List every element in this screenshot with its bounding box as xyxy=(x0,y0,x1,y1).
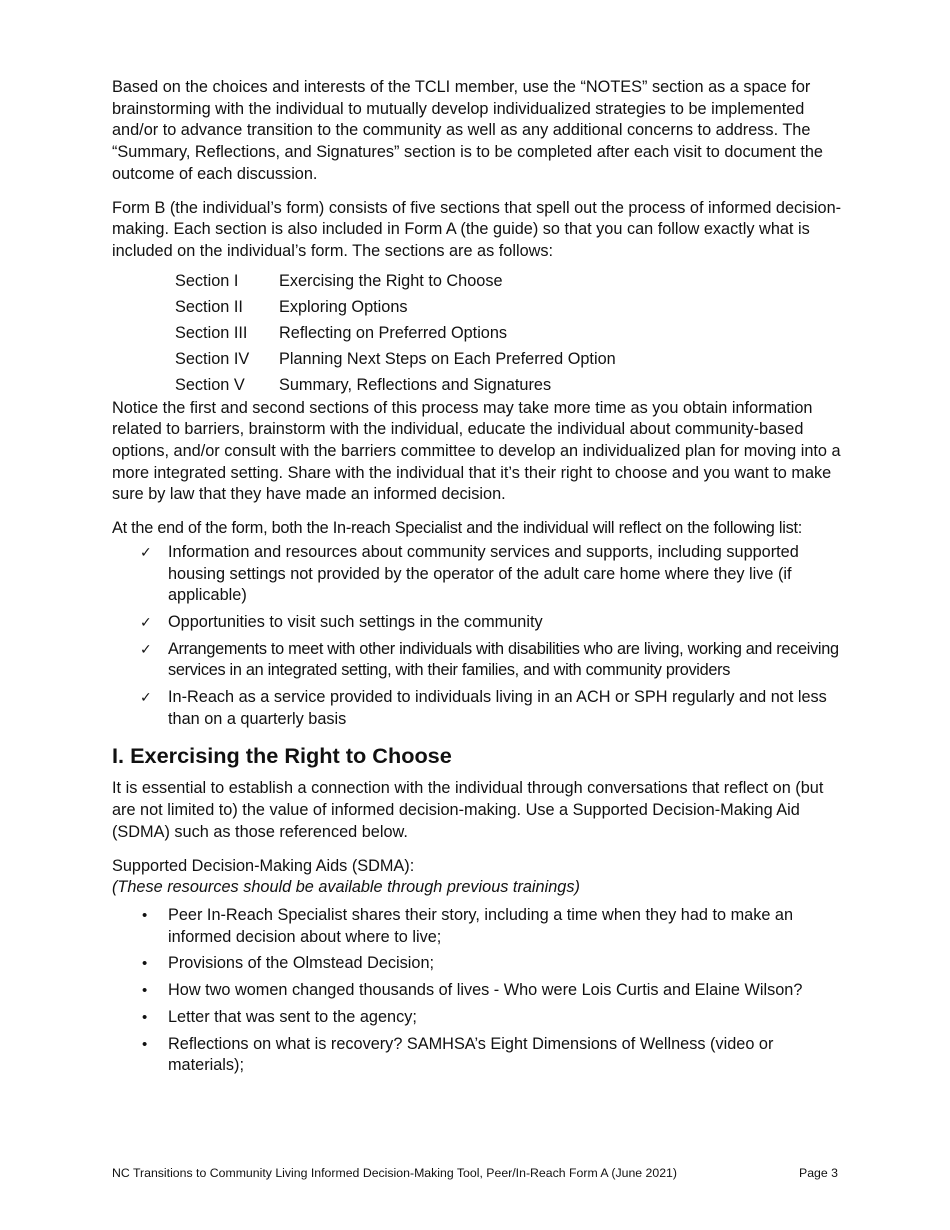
checkmark-icon: ✓ xyxy=(140,640,152,657)
list-item-text: Arrangements to meet with other individuals with disabilities who are living, working and receiving services in an integrated setting, with their families, and with community providers xyxy=(168,639,839,680)
list-item xyxy=(112,542,842,607)
list-item xyxy=(112,1007,842,1029)
list-item xyxy=(112,639,842,682)
bullet-icon: • xyxy=(142,1035,148,1053)
list-item-text: Provisions of the Olmstead Decision; xyxy=(168,954,435,973)
bullet-icon: • xyxy=(142,955,148,973)
page-footer xyxy=(112,1163,838,1185)
list-item-text: How two women changed thousands of lives - Who were Lois Curtis and Elaine Wilson? xyxy=(168,981,803,1000)
notice-paragraph: Notice the first and second sections of this process may take more time as you obtain information related to barriers, brainstorm with the individual, educate the individual about community-based options, and/or consult with the barriers committee to develop an individualized plan for moving into a more integrated setting. Share with the individual that it’s their right to choose and you want to make sure by law that they have made an informed decision. xyxy=(112,398,841,504)
bullet-icon: • xyxy=(142,1008,148,1026)
section-number: Section V xyxy=(175,375,245,394)
list-item-text: Letter that was sent to the agency; xyxy=(168,1007,417,1026)
section-number: Section III xyxy=(175,323,248,342)
page-number: Page 3 xyxy=(799,1166,838,1180)
section-row xyxy=(175,372,842,398)
list-item xyxy=(112,1034,842,1077)
section-title: Summary, Reflections and Signatures xyxy=(279,375,552,394)
section-row xyxy=(175,320,842,346)
reflect-intro: At the end of the form, both the In-reach Specialist and the individual will reflect on the following list: xyxy=(112,519,803,538)
sdma-list xyxy=(112,905,842,1077)
sdma-note: (These resources should be available through previous trainings) xyxy=(112,878,580,897)
footer-title: NC Transitions to Community Living Informed Decision-Making Tool, Peer/In-Reach Form A (June 2021) xyxy=(112,1166,677,1180)
section-number: Section I xyxy=(175,271,239,290)
section-title: Exercising the Right to Choose xyxy=(279,271,503,290)
list-item-text: In-Reach as a service provided to individuals living in an ACH or SPH regularly and not less than on a quarterly basis xyxy=(168,688,827,728)
checkmark-icon: ✓ xyxy=(140,543,152,560)
section-title: Reflecting on Preferred Options xyxy=(279,323,508,342)
list-item-text: Reflections on what is recovery? SAMHSA’s Eight Dimensions of Wellness (video or materials); xyxy=(168,1034,774,1075)
right-to-choose-paragraph: It is essential to establish a connection with the individual through conversations that reflect on (but are not limited to) the value of informed decision-making. Use a Supported Decision-Making Aid (SDMA) such as those referenced below. xyxy=(112,779,824,841)
list-item xyxy=(112,953,842,975)
intro-paragraph: Based on the choices and interests of the TCLI member, use the “NOTES” section as a space for brainstorming with the individual to mutually develop individualized strategies to be implemented and/or to advance transition to the community as well as any additional concerns to address. The “Summary, Reflections, and Signatures” section is to be completed after each visit to document the outcome of each discussion. xyxy=(112,78,823,183)
checkmark-icon: ✓ xyxy=(140,613,152,630)
checkmark-icon: ✓ xyxy=(140,689,152,706)
sdma-label: Supported Decision-Making Aids (SDMA): xyxy=(112,856,415,875)
section-row xyxy=(175,346,842,372)
section-heading: I. Exercising the Right to Choose xyxy=(112,743,452,769)
bullet-icon: • xyxy=(142,982,148,1000)
form-b-paragraph: Form B (the individual’s form) consists of five sections that spell out the process of informed decision-making. Each section is also included in Form A (the guide) so that you can follow exactly what is included on the individual’s form. The sections are as follows: xyxy=(112,198,842,260)
list-item-text: Opportunities to visit such settings in the community xyxy=(168,612,543,631)
list-item xyxy=(112,905,842,948)
list-item xyxy=(112,980,842,1002)
list-item-text: Information and resources about community services and supports, including supported housing settings not provided by the operator of the adult care home where they live (if applicable) xyxy=(168,542,799,605)
list-item xyxy=(112,612,842,634)
section-number: Section IV xyxy=(175,349,250,368)
section-title: Planning Next Steps on Each Preferred Option xyxy=(279,349,616,368)
list-item-text: Peer In-Reach Specialist shares their story, including a time when they had to make an informed decision about where to live; xyxy=(168,905,794,946)
section-title: Exploring Options xyxy=(279,297,408,316)
sections-list xyxy=(175,268,842,398)
list-item xyxy=(112,687,842,730)
bullet-icon: • xyxy=(142,906,148,924)
document-page xyxy=(112,77,842,1082)
section-number: Section II xyxy=(175,297,243,316)
section-row xyxy=(175,294,842,320)
section-row xyxy=(175,268,842,294)
reflect-checklist xyxy=(112,542,842,731)
